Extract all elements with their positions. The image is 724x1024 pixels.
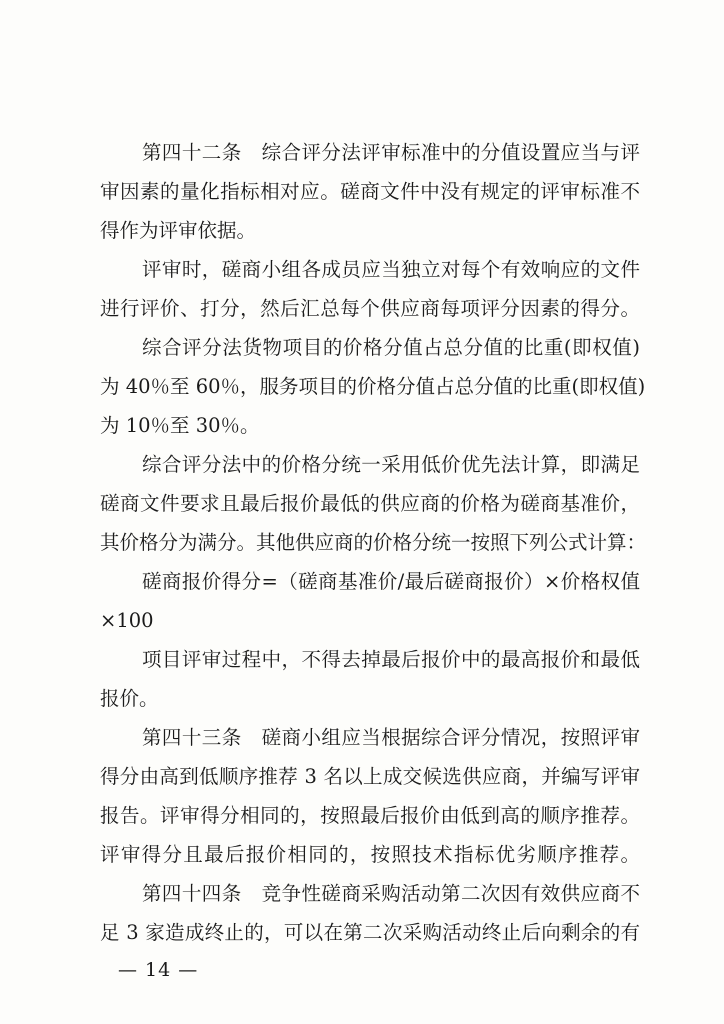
text-line: 其价格分为满分。其他供应商的价格分统一按照下列公式计算： bbox=[100, 531, 647, 554]
text-line: 磋商文件要求且最后报价最低的供应商的价格为磋商基准价， bbox=[100, 492, 640, 515]
text-line: 得分由高到低顺序推荐 3 名以上成交候选供应商，并编写评审 bbox=[100, 765, 640, 788]
formula-line: ×100 bbox=[100, 609, 154, 632]
text-line: 为 10％至 30％。 bbox=[100, 414, 260, 437]
text-line: 报告。评审得分相同的，按照最后报价由低到高的顺序推荐。 bbox=[100, 804, 640, 827]
text-line: 第四十四条 竞争性磋商采购活动第二次因有效供应商不 bbox=[142, 882, 640, 905]
page-number: — 14 — bbox=[118, 959, 199, 981]
text-line: 审因素的量化指标相对应。磋商文件中没有规定的评审标准不 bbox=[100, 180, 640, 203]
formula-line: 磋商报价得分=（磋商基准价/最后磋商报价）×价格权值 bbox=[142, 570, 640, 593]
text-line: 足 3 家造成终止的，可以在第二次采购活动终止后向剩余的有 bbox=[100, 921, 640, 944]
text-line: 第四十三条 磋商小组应当根据综合评分情况，按照评审 bbox=[142, 726, 640, 749]
text-line: 报价。 bbox=[100, 687, 159, 710]
text-line: 第四十二条 综合评分法评审标准中的分值设置应当与评 bbox=[142, 141, 640, 164]
text-line: 评审时，磋商小组各成员应当独立对每个有效响应的文件 bbox=[142, 258, 640, 281]
text-line: 综合评分法货物项目的价格分值占总分值的比重(即权值) bbox=[142, 336, 640, 359]
text-line: 得作为评审依据。 bbox=[100, 219, 257, 242]
text-line: 评审得分且最后报价相同的，按照技术指标优劣顺序推荐。 bbox=[100, 843, 640, 866]
text-line: 为 40％至 60％，服务项目的价格分值占总分值的比重(即权值) bbox=[100, 375, 646, 398]
text-line: 综合评分法中的价格分统一采用低价优先法计算，即满足 bbox=[142, 453, 640, 476]
text-line: 项目评审过程中，不得去掉最后报价中的最高报价和最低 bbox=[142, 648, 640, 671]
text-line: 进行评价、打分，然后汇总每个供应商每项评分因素的得分。 bbox=[100, 297, 640, 320]
